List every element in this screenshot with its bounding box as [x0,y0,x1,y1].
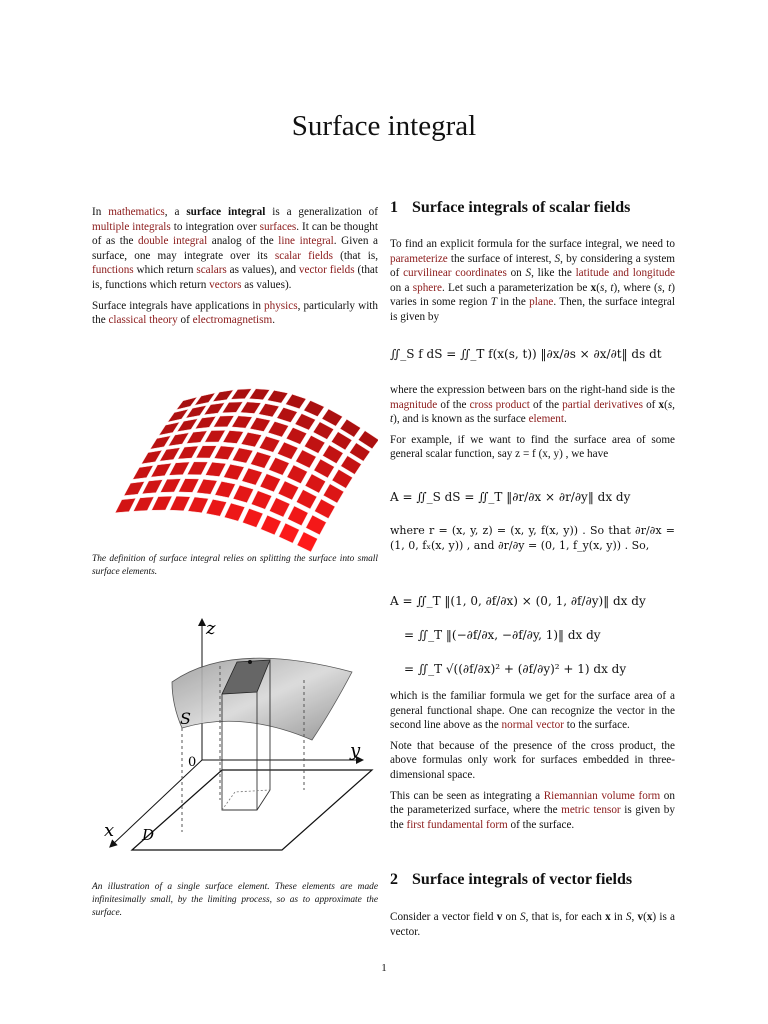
equation-area-expanded [390,584,646,686]
surface-tile [267,390,287,403]
surface-tile [204,403,224,415]
text-link[interactable]: vector fields [298,264,355,277]
surface-tile [286,394,306,408]
surface-tile [224,464,244,480]
origin-label: 0 [188,755,197,770]
left-column [92,205,378,334]
surface-tile [224,503,244,521]
surface-tile [195,416,215,428]
surface-s-label: S [180,709,191,728]
surface-tile [315,499,335,518]
surface-tile [269,498,289,517]
surface-tile [133,465,153,479]
surface-tile [278,442,298,459]
text-link[interactable]: sphere [412,281,442,294]
surface-tile [304,401,324,417]
surface-tile [249,389,269,400]
surface-tile [304,435,324,453]
surface-tile [297,532,317,552]
riemannian-paragraph: This can be seen as integrating a Riemannian volume form on the parameterized surface, where the metric tensor is given by the first fundamental form of the surface. [390,789,675,831]
x-axis-label: x [104,820,115,841]
text-link[interactable]: functions [92,264,134,277]
surface-tile [231,389,251,399]
text-link[interactable]: plane [529,296,554,309]
text-link[interactable]: normal vector [501,719,564,732]
surface-tile [187,431,207,444]
surface-tile [214,416,234,427]
surface-tile [279,523,299,543]
surface-tile [240,402,260,414]
surface-tile [232,448,252,463]
text-link[interactable]: scalar fields [274,249,333,262]
text-link[interactable]: double integral [138,235,208,248]
text-link[interactable]: classical theory [108,314,178,327]
surface-tile [205,430,225,442]
surface-tile [296,450,316,468]
surface-tile [306,515,326,535]
surface-tile [133,497,153,511]
region-d-label: D [142,826,155,844]
surface-tile [160,479,180,493]
section1 [390,201,675,216]
surface-tile [259,436,279,452]
surface-tile [197,479,217,494]
text-link[interactable]: Riemannian volume form [543,789,661,802]
text-link[interactable]: curvilinear coordinates [403,267,507,280]
surface-tile [295,414,315,430]
text-link[interactable]: parameterize [390,252,448,265]
surface-tile [159,422,179,435]
surface-tile [323,445,343,463]
surface-tile [251,491,271,509]
text-link[interactable]: line integral [278,235,334,248]
text-link[interactable]: physics [264,299,298,312]
surface-element-figure [92,610,378,860]
surface-tile [313,422,333,439]
section1-title: Surface integrals of scalar fields [412,199,631,216]
surface-tile [286,427,306,444]
surface-tile [223,431,243,444]
section1-number: 1 [390,199,398,216]
surface-tile [251,452,271,468]
surface-tile [233,485,253,502]
tiled-surface-figure [92,355,378,555]
page-title: Surface integral [291,110,477,142]
text-link[interactable]: vectors [209,278,242,291]
surface-tile [168,433,188,446]
vector-field-paragraph: Consider a vector field v on S, that is, for each x in S, v(x) is a vector. [390,911,676,938]
intro-paragraph: In mathematics, a surface integral is a generalization of multiple integrals to integration over surfaces. It can be thought of as the double integral analog of the line integral. Given a surface, one may integrate over its scalar fields (that is, functions which return scalars as values), and vector fields (that is, functions which return vectors as values). [92,206,379,291]
surface-tile [170,496,190,511]
surface-tile [179,479,199,493]
text-link[interactable]: partial derivatives [562,398,643,411]
surface-tile [278,481,298,500]
surface-tile [214,446,234,460]
surface-tile [142,480,162,494]
surface-tile [305,474,325,493]
surface-tile [288,506,308,526]
text-link[interactable]: metric tensor [561,804,621,817]
surface-tile [323,484,343,503]
parameterization-paragraph: To find an explicit formula for the surface integral, we need to parameterize the surface of interest, S, by considering a system of curvilinear coordinates on S, like the latitude and longitude on a sphere. Let such a parameterization be x(s, t), where (s, t) varies in some region T in the plane. Then, the surface integral is given by [390,238,676,323]
surface-tile [141,450,161,464]
surface-tile [340,419,360,437]
text-link[interactable]: element [528,413,564,426]
normal-vector-paragraph: which is the familiar formula we get for the surface area of a general functional shape. One can recognize the vector in the second line above as the normal vector to the surface. [390,690,675,732]
surface-tile [213,390,233,402]
figure1-caption: The definition of surface integral relies on splitting the surface into small surface elements. [92,554,378,577]
surface-tile [151,463,171,477]
surface-tile [187,462,207,475]
surface-tile [115,498,135,512]
equation-line-3: = ∬_T √((∂f/∂x)² + (∂f/∂y)² + 1) dx dy [404,662,627,676]
section2-title: Surface integrals of vector fields [412,871,633,888]
y-axis-label: y [350,740,361,761]
surface-tile [206,499,226,516]
surface-tile [242,468,262,485]
section2-number: 2 [390,871,398,888]
applications-paragraph: Surface integrals have applications in physics, particularly with the classical theory of electromagnetism. [92,299,379,327]
figure2-caption: An illustration of a single surface element. These elements are made infinitesimally small, by the limiting process, so as to approximate the surface. [92,882,378,918]
surface-tile [261,515,281,535]
surface-tile [268,421,288,436]
equation-line-1: A = ∬_T ‖(1, 0, ∂f/∂x) × (0, 1, ∂f/∂y)‖ dx dy [390,594,646,608]
surface-tiles [115,389,378,552]
text-link[interactable]: surfaces [259,220,297,233]
surface-tile [314,459,334,478]
cross-product-note: Note that because of the presence of the cross product, the above formulas only work for surfaces embedded in three-dimensional space. [390,739,675,781]
surface-tile [250,418,270,432]
example-paragraph: For example, if we want to find the surface area of some general scalar function, say z = f (x, y) , we have [390,433,675,461]
page-number: 1 [381,962,387,974]
surface-tile [332,469,352,488]
surface-tile [168,409,188,422]
equation-scalar-surface-integral: ∬_S f dS = ∬_T f(x(s, t)) ‖∂x/∂s × ∂x/∂t‖ ds dt [390,347,662,361]
surface-tile [322,409,342,426]
section2-heading [390,873,675,888]
section1-heading [390,201,675,216]
surface-tile [215,481,235,497]
text-link[interactable]: cross product [469,398,530,411]
equation-area: A = ∬_S dS = ∬_T ‖∂r/∂x × ∂r/∂y‖ dx dy [390,490,631,504]
equation-line-2: = ∬_T ‖(−∂f/∂x, −∂f/∂y, 1)‖ dx dy [404,628,601,642]
surface-tile [243,509,263,528]
surface-tile [296,490,316,509]
text-link[interactable]: scalars [196,264,227,277]
surface-tile [150,436,170,449]
cross-product-paragraph: where the expression between bars on the right-hand side is the magnitude of the cross product of the partial derivatives of x(s, t), and is known as the surface element. [390,384,675,426]
surface-tile [205,462,225,476]
text-link[interactable]: electromagnetism [192,314,273,327]
surface-tile [222,402,242,413]
surface-tile [287,465,307,484]
surface-tile [160,448,180,462]
text-link[interactable]: latitude and longitude [575,267,676,280]
surface-tile [196,446,216,458]
partial-derivatives-paragraph: where r = (x, y, z) = (x, y, f(x, y)) . So that ∂r/∂x = (1, 0, fₓ(x, y)) , and ∂r/∂y = (0, 1, f_y(x, y)) . So, [390,524,675,552]
surface-tile [152,496,172,510]
text-link[interactable]: multiple integrals [92,220,171,233]
surface-tile [232,416,252,428]
section2 [390,873,675,888]
text-link[interactable]: mathematics [108,206,165,218]
surface-tile [259,404,279,417]
surface-tile [177,419,197,432]
text-link[interactable]: magnitude [390,398,438,411]
surface-tile [341,456,361,475]
surface-tile [195,393,215,405]
surface-tile [241,432,261,447]
surface-tile [188,497,208,513]
surface-tile [178,446,198,459]
surface-tile [186,405,206,418]
surface-tile [169,462,189,475]
z-axis-label: z [206,618,216,639]
surface-tile [260,474,280,492]
surface-tile [331,432,351,450]
text-link[interactable]: first fundamental form [406,818,508,831]
surface-tile [124,482,144,496]
surface-tile [269,458,289,476]
surface-tile [277,407,297,422]
